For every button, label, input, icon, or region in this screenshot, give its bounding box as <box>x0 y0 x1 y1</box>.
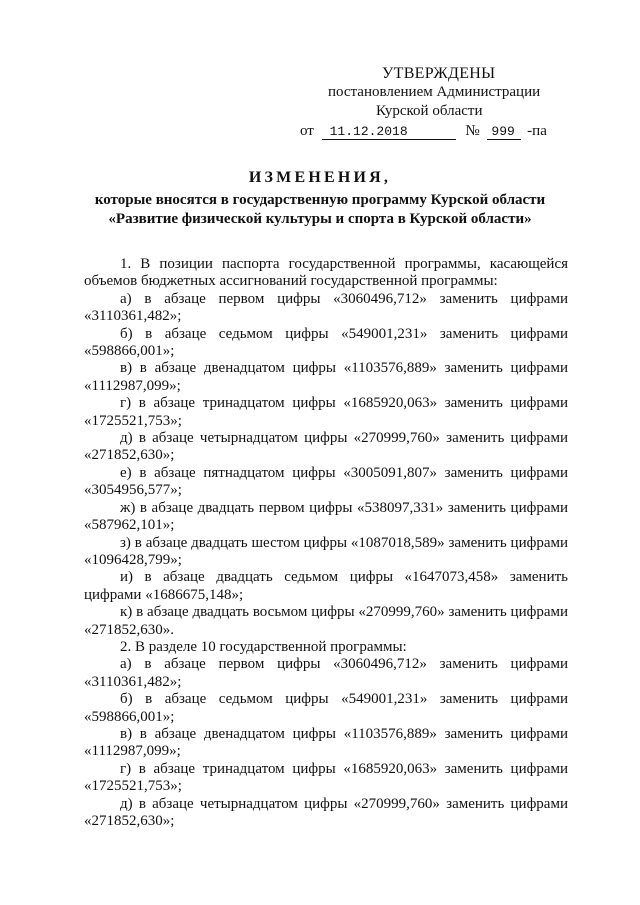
approval-from-label: от <box>300 123 314 139</box>
approval-date-line <box>300 122 600 141</box>
body-paragraph: б) в абзаце седьмом цифры «549001,231» заменить цифрами «598866,001»; <box>84 325 568 360</box>
body-paragraph: д) в абзаце четырнадцатом цифры «270999,760» заменить цифрами «271852,630»; <box>84 795 568 829</box>
heading-line-1: которые вносятся в государственную программу Курской области <box>94 192 546 208</box>
body-paragraph: а) в абзаце первом цифры «3060496,712» заменить цифрами «3110361,482»; <box>84 656 568 690</box>
approval-title: УТВЕРЖДЕНЫ <box>382 65 496 82</box>
body-paragraph: е) в абзаце пятнадцатом цифры «3005091,807» заменить цифрами «3054956,577»; <box>84 464 568 499</box>
body-paragraph: 2. В разделе 10 государственной программы: <box>120 638 407 655</box>
approval-number-suffix: -па <box>527 123 547 139</box>
document-heading <box>40 168 600 229</box>
body-paragraph: и) в абзаце двадцать седьмом цифры «1647073,458» заменить цифрами «1686675,148»; <box>84 569 568 603</box>
body-paragraph: ж) в абзаце двадцать первом цифры «538097,331» заменить цифрами «587962,101»; <box>84 499 568 534</box>
body-paragraph: а) в абзаце первом цифры «3060496,712» заменить цифрами «3110361,482»; <box>84 290 568 325</box>
body-paragraph: з) в абзаце двадцать шестом цифры «1087018,589» заменить цифрами «1096428,799»; <box>84 534 568 568</box>
body-paragraph: д) в абзаце четырнадцатом цифры «270999,760» заменить цифрами «271852,630»; <box>84 430 568 464</box>
approval-block <box>300 64 600 141</box>
approval-date: 11.12.2018 <box>322 124 456 140</box>
body-paragraph: в) в абзаце двенадцатом цифры «1103576,889» заменить цифрами «1112987,099»; <box>84 725 568 760</box>
body-paragraph: 1. В позиции паспорта государственной программы, касающейся объемов бюджетных ассигнований государственной программы: <box>84 256 568 290</box>
heading-title: ИЗМЕНЕНИЯ, <box>248 169 392 186</box>
approval-line-region: Курской области <box>376 103 483 119</box>
body-paragraph: в) в абзаце двенадцатом цифры «1103576,889» заменить цифрами «1112987,099»; <box>84 360 568 394</box>
approval-number-label: № <box>465 123 480 139</box>
body-paragraph: г) в абзаце тринадцатом цифры «1685920,063» заменить цифрами «1725521,753»; <box>84 760 568 795</box>
approval-line-administration: постановлением Администрации <box>328 84 541 100</box>
body-paragraph: б) в абзаце седьмом цифры «549001,231» заменить цифрами «598866,001»; <box>84 691 568 725</box>
approval-number: 999 <box>487 124 521 140</box>
body-paragraph: к) в абзаце двадцать восьмом цифры «270999,760» заменить цифрами «271852,630». <box>84 604 568 638</box>
body-paragraph: г) в абзаце тринадцатом цифры «1685920,063» заменить цифрами «1725521,753»; <box>84 395 568 429</box>
heading-line-2: «Развитие физической культуры и спорта в Курской области» <box>108 211 532 227</box>
document-body <box>84 256 568 830</box>
